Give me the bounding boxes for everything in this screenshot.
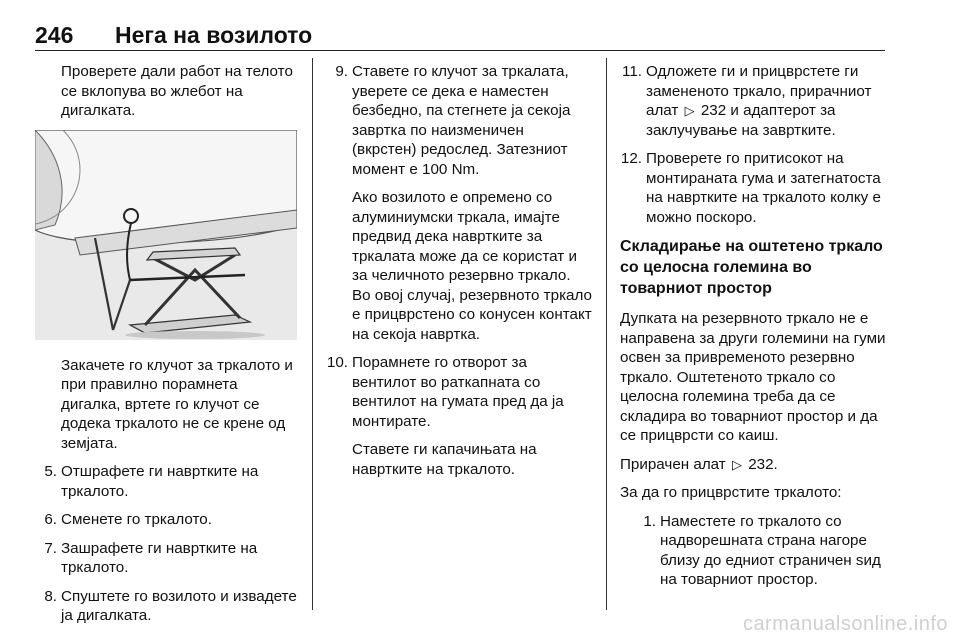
sub-step-1: 1. Наместете го тркалото со надворешната страна нагоре близу до едниот страничен ѕид на товарниот простор. xyxy=(643,512,881,588)
column-left xyxy=(35,62,297,635)
header-rule xyxy=(35,50,885,51)
figure-caption: Закачете го клучот за тркалото и при правилно порамнета дигалка, вртете го клучот се додека тркалото не се крене од земјата. xyxy=(61,356,293,452)
car-jack-illustration xyxy=(35,130,297,340)
column-middle xyxy=(326,62,592,488)
step-12: 12. Проверете го притисокот на монтираната гума и затегнатоста на навртките на тркалото колку е можно поскоро. xyxy=(620,150,881,226)
page-title: Нега на возилото xyxy=(115,22,313,48)
step-9-paragraph-2: Ако возилото е опремено со алуминиумски тркала, имајте предвид дека навртките за тркалата може да се користат и за челичното резервно тркало. Во овој случај, резервното тркало е прицврстено со конусен контакт на секоја навртка. xyxy=(352,189,592,343)
lead-sentence: За да го прицврстите тркалото: xyxy=(620,484,842,501)
step-10-paragraph-2: Ставете ги капачињата на навртките на тркалото. xyxy=(352,441,537,478)
reference-triangle-icon[interactable]: ▷ xyxy=(684,103,695,118)
column-divider xyxy=(312,58,313,610)
step-9-paragraph-1: Ставете го клучот за тркалата, уверете се дека е наместен безбедно, па стегнете ја секоја завртка по наизменичен (вкрстен) редослед. Затезниот момент е 100 Nm. xyxy=(352,63,571,178)
page-number: 246 xyxy=(35,22,74,48)
watermark: carmanualsonline.info xyxy=(742,613,948,635)
intro-paragraph: Проверете дали работ на телото се вклопува во жлебот на дигалката. xyxy=(61,63,293,119)
column-right xyxy=(620,62,888,599)
step-11: 11. Одложете ги и прицврстете ги замененото тркало, прирачниот алат ▷ 232 и адаптерот за заклучување на завртките. xyxy=(622,63,872,139)
page-header xyxy=(35,20,885,50)
section-heading: Складирање на оштетено тркало со целосна големина во товарниот простор xyxy=(620,238,883,297)
section-paragraph: Дупката на резервното тркало не е направена за други големини на гуми освен за привременото резервно тркало. Оштетеното тркало со целосна големина треба да се складира во товарниот простор и да се прицврсти со каиш. xyxy=(620,310,886,444)
step-9: 9. Ставете го клучот за тркалата, уверете се дека е наместен безбедно, па стегнете ја секоја завртка по наизменичен (вкрстен) редослед. Затезниот момент е 100 Nm. Ако возилото е опремено со алуминиумски тркала, имајте предвид дека навртките за тркалата може да се користат и за челичното резервно тркало. Во овој случај, резервното тркало е прицврстено со конусен контакт на секоја навртка. xyxy=(335,63,592,343)
step-10: 10. Порамнете го отворот за вентилот во раткапната со вентилот на гумата пред да ја монтирате. Ставете ги капачињата на навртките на тркалото. xyxy=(326,353,592,479)
step-5: 5. Отшрафете ги навртките на тркалото. xyxy=(44,463,259,500)
step-7: 7. Зашрафете ги навртките на тркалото. xyxy=(44,539,258,576)
reference-triangle-icon[interactable]: ▷ xyxy=(731,456,742,472)
reference-line: Прирачен алат ▷ 232. xyxy=(620,455,778,473)
step-8: 8. Спуштете го возилото и извадете ја дигалката. xyxy=(44,587,297,624)
column-divider xyxy=(606,58,607,610)
step-6: 6. Сменете го тркалото. xyxy=(44,511,212,528)
step-10-paragraph-1: Порамнете го отворот за вентилот во раткапната со вентилот на гумата пред да ја монтирате. xyxy=(352,354,564,430)
